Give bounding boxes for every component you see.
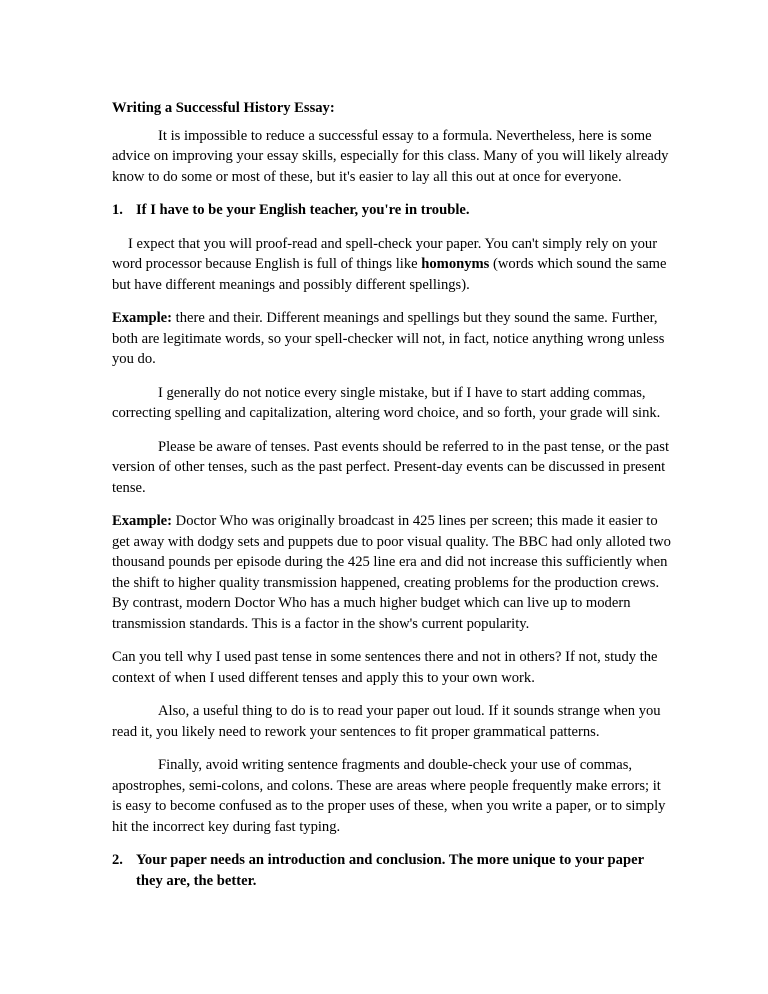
tenses-paragraph: Please be aware of tenses. Past events should be referred to in the past tense, or the past version of other tenses, such as the past perfect. Present-day events can be discussed in present tense. bbox=[112, 438, 670, 496]
example-1-label: Example: bbox=[112, 310, 172, 326]
section-1-title: If I have to be your English teacher, you're in trouble. bbox=[136, 202, 470, 218]
section-1-heading bbox=[112, 200, 672, 221]
intro-paragraph: It is impossible to reduce a successful essay to a formula. Nevertheless, here is some advice on improving your essay skills, especially for this class. Many of you will likely already know to do some or most of these, but it's easier to lay all this out at once for everyone. bbox=[112, 127, 669, 185]
section-1-number: 1. bbox=[112, 202, 123, 218]
example-2-paragraph bbox=[112, 511, 672, 634]
example-1-text: there and their. Different meanings and spellings but they sound the same. Further, both are legitimate words, so your spell-checker will not, in fact, notice anything wrong unless you do. bbox=[112, 310, 665, 367]
mistakes-paragraph: I generally do not notice every single mistake, but if I have to start adding commas, correcting spelling and capitalization, altering word choice, and so forth, your grade will sink. bbox=[112, 384, 661, 421]
document-title: Writing a Successful History Essay: bbox=[112, 100, 335, 116]
section-2-heading bbox=[112, 850, 672, 891]
proofread-text-before: I expect that you will proof-read and spell-check your paper. You can't simply rely on your word processor because English is full of things like bbox=[112, 235, 658, 272]
example-1-paragraph bbox=[112, 308, 672, 370]
proofread-paragraph bbox=[112, 234, 672, 296]
question-paragraph: Can you tell why I used past tense in some sentences there and not in others? If not, study the context of when I used different tenses and apply this to your own work. bbox=[112, 649, 658, 686]
example-2-text: Doctor Who was originally broadcast in 425 lines per screen; this made it easier to get away with dodgy sets and puppets due to poor visual quality. The BBC had only alloted two thousand pounds per episode during the 425 line era and did not increase this sufficiently when the shift to higher quality transmission happened, creating problems for the production crews. By contrast, modern Doctor Who has a much higher budget which can live up to modern transmission standards. This is a factor in the show's current popularity. bbox=[112, 513, 671, 632]
document-page bbox=[112, 98, 672, 891]
example-2-label: Example: bbox=[112, 513, 172, 529]
finally-paragraph: Finally, avoid writing sentence fragments and double-check your use of commas, apostrophes, semi-colons, and colons. These are areas where people frequently make errors; it is easy to become confused as to the proper uses of these, when you write a paper, or to simply hit the incorrect key during fast typing. bbox=[112, 757, 666, 835]
homonyms-term: homonyms bbox=[421, 256, 490, 272]
section-2-number: 2. bbox=[112, 852, 123, 868]
proofread-text-after: (words which sound the same but have different meanings and possibly different spellings). bbox=[112, 256, 667, 293]
read-aloud-paragraph: Also, a useful thing to do is to read your paper out loud. If it sounds strange when you read it, you likely need to rework your sentences to fit proper grammatical patterns. bbox=[112, 703, 661, 740]
section-2-title: Your paper needs an introduction and conclusion. The more unique to your paper they are, the better. bbox=[136, 852, 644, 889]
